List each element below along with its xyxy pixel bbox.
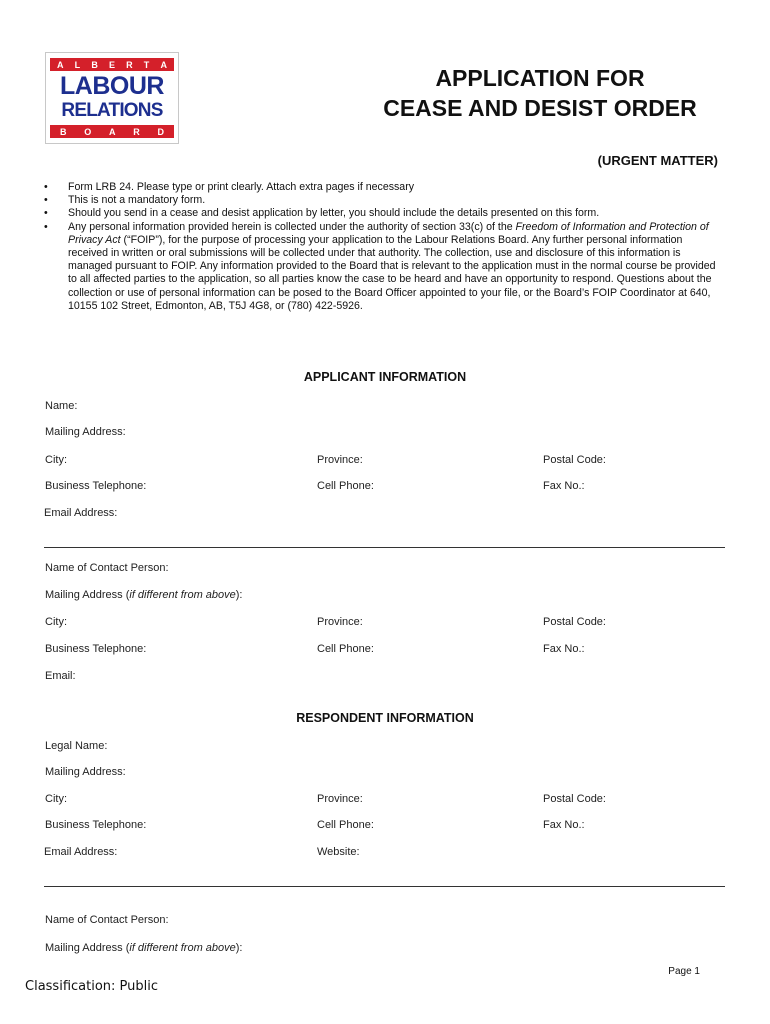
alberta-labour-relations-board-logo — [45, 52, 179, 144]
logo-letter: A — [57, 59, 64, 70]
logo-letter: D — [157, 126, 164, 137]
foip-act-title: Freedom of Information and Protection of Privacy Act — [68, 220, 709, 246]
respondent-email-label: Email Address: — [44, 846, 118, 858]
applicant-fax-label: Fax No.: — [543, 480, 585, 492]
bullet-icon: • — [44, 220, 48, 233]
applicant-email-label: Email Address: — [44, 507, 118, 519]
bullet-icon: • — [44, 194, 48, 207]
applicant-city-label: City: — [45, 454, 67, 466]
respondent-cell-phone-label: Cell Phone: — [317, 819, 374, 831]
applicant-contact-fax-label: Fax No.: — [543, 643, 585, 655]
applicant-contact-cell-phone-label: Cell Phone: — [317, 643, 374, 655]
applicant-province-label: Province: — [317, 454, 363, 466]
applicant-contact-email-label: Email: — [45, 670, 76, 682]
logo-word-labour: LABOUR — [60, 72, 164, 100]
logo-bottom-band — [50, 125, 174, 138]
logo-letter: A — [160, 59, 167, 70]
respondent-business-telephone-label: Business Telephone: — [45, 819, 147, 831]
logo-word-relations: RELATIONS — [61, 100, 163, 121]
respondent-fax-label: Fax No.: — [543, 819, 585, 831]
section-divider — [44, 547, 725, 548]
logo-letter: B — [60, 126, 67, 137]
bullet-icon: • — [44, 207, 48, 220]
classification-label: Classification: Public — [25, 979, 159, 994]
respondent-province-label: Province: — [317, 793, 363, 805]
logo-top-band — [50, 58, 174, 71]
instructions-list — [44, 181, 722, 313]
form-title — [330, 63, 750, 123]
respondent-information-heading: RESPONDENT INFORMATION — [296, 711, 474, 725]
applicant-contact-business-telephone-label: Business Telephone: — [45, 643, 147, 655]
applicant-information-heading: APPLICANT INFORMATION — [303, 370, 467, 384]
respondent-contact-mailing-label: Mailing Address (if different from above): — [45, 942, 243, 954]
respondent-contact-name-label: Name of Contact Person: — [45, 914, 169, 926]
applicant-contact-mailing-label: Mailing Address (if different from above): — [45, 589, 243, 601]
instruction-item: • Should you send in a cease and desist application by letter, you should include the details presented on this form. — [44, 207, 600, 220]
page-number: Page 1 — [668, 966, 700, 977]
bullet-icon: • — [44, 181, 48, 193]
logo-letter: O — [84, 126, 92, 137]
applicant-contact-city-label: City: — [45, 616, 67, 628]
applicant-postal-code-label: Postal Code: — [543, 454, 606, 466]
applicant-cell-phone-label: Cell Phone: — [317, 480, 374, 492]
instruction-item-privacy: • Any personal information provided herein is collected under the authority of section 33(c) of the Freedom of Information and Protection of Privacy Act (“FOIP”), for the purpose of processing your application to the Labour Relations Board. Any further personal information received in written or oral submissions will be collected under that authority. The collection, use and disclosure of this information is managed pursuant to FOIP. Any information provided to the Board that is relevant to the application must in the normal course be provided to all affected parties to the application, so all parties know the case to be heard and have an opportunity to respond. Questions about the collection or use of personal information can be posed to the Board Officer appointed to your file, or the Board’s FOIP Coordinator at 640, 10155 102 Street, Edmonton, AB, T5J 4G8, or (780) 422-5926. — [44, 220, 716, 312]
logo-letter: E — [108, 59, 115, 70]
instruction-item: • Form LRB 24. Please type or print clearly. Attach extra pages if necessary — [44, 181, 415, 193]
section-divider — [44, 886, 725, 887]
respondent-mailing-address-label: Mailing Address: — [45, 766, 126, 778]
logo-letter: B — [91, 59, 98, 70]
logo-letter: R — [133, 126, 140, 137]
applicant-contact-province-label: Province: — [317, 616, 363, 628]
logo-letter: L — [74, 59, 81, 70]
respondent-website-label: Website: — [317, 846, 360, 858]
instruction-item: • This is not a mandatory form. — [44, 194, 206, 207]
respondent-legal-name-label: Legal Name: — [45, 740, 108, 752]
applicant-mailing-address-label: Mailing Address: — [45, 426, 126, 438]
logo-letter: A — [108, 126, 116, 137]
applicant-contact-name-label: Name of Contact Person: — [45, 562, 169, 574]
applicant-business-telephone-label: Business Telephone: — [45, 480, 147, 492]
urgent-matter-label: (URGENT MATTER) — [597, 153, 718, 168]
applicant-name-label: Name: — [45, 400, 78, 412]
logo-letter: R — [126, 59, 133, 70]
logo-letter: T — [143, 59, 150, 70]
form-title-line-1: APPLICATION FOR — [435, 65, 645, 91]
form-title-line-2: CEASE AND DESIST ORDER — [383, 95, 697, 121]
respondent-postal-code-label: Postal Code: — [543, 793, 606, 805]
applicant-contact-postal-code-label: Postal Code: — [543, 616, 606, 628]
respondent-city-label: City: — [45, 793, 67, 805]
